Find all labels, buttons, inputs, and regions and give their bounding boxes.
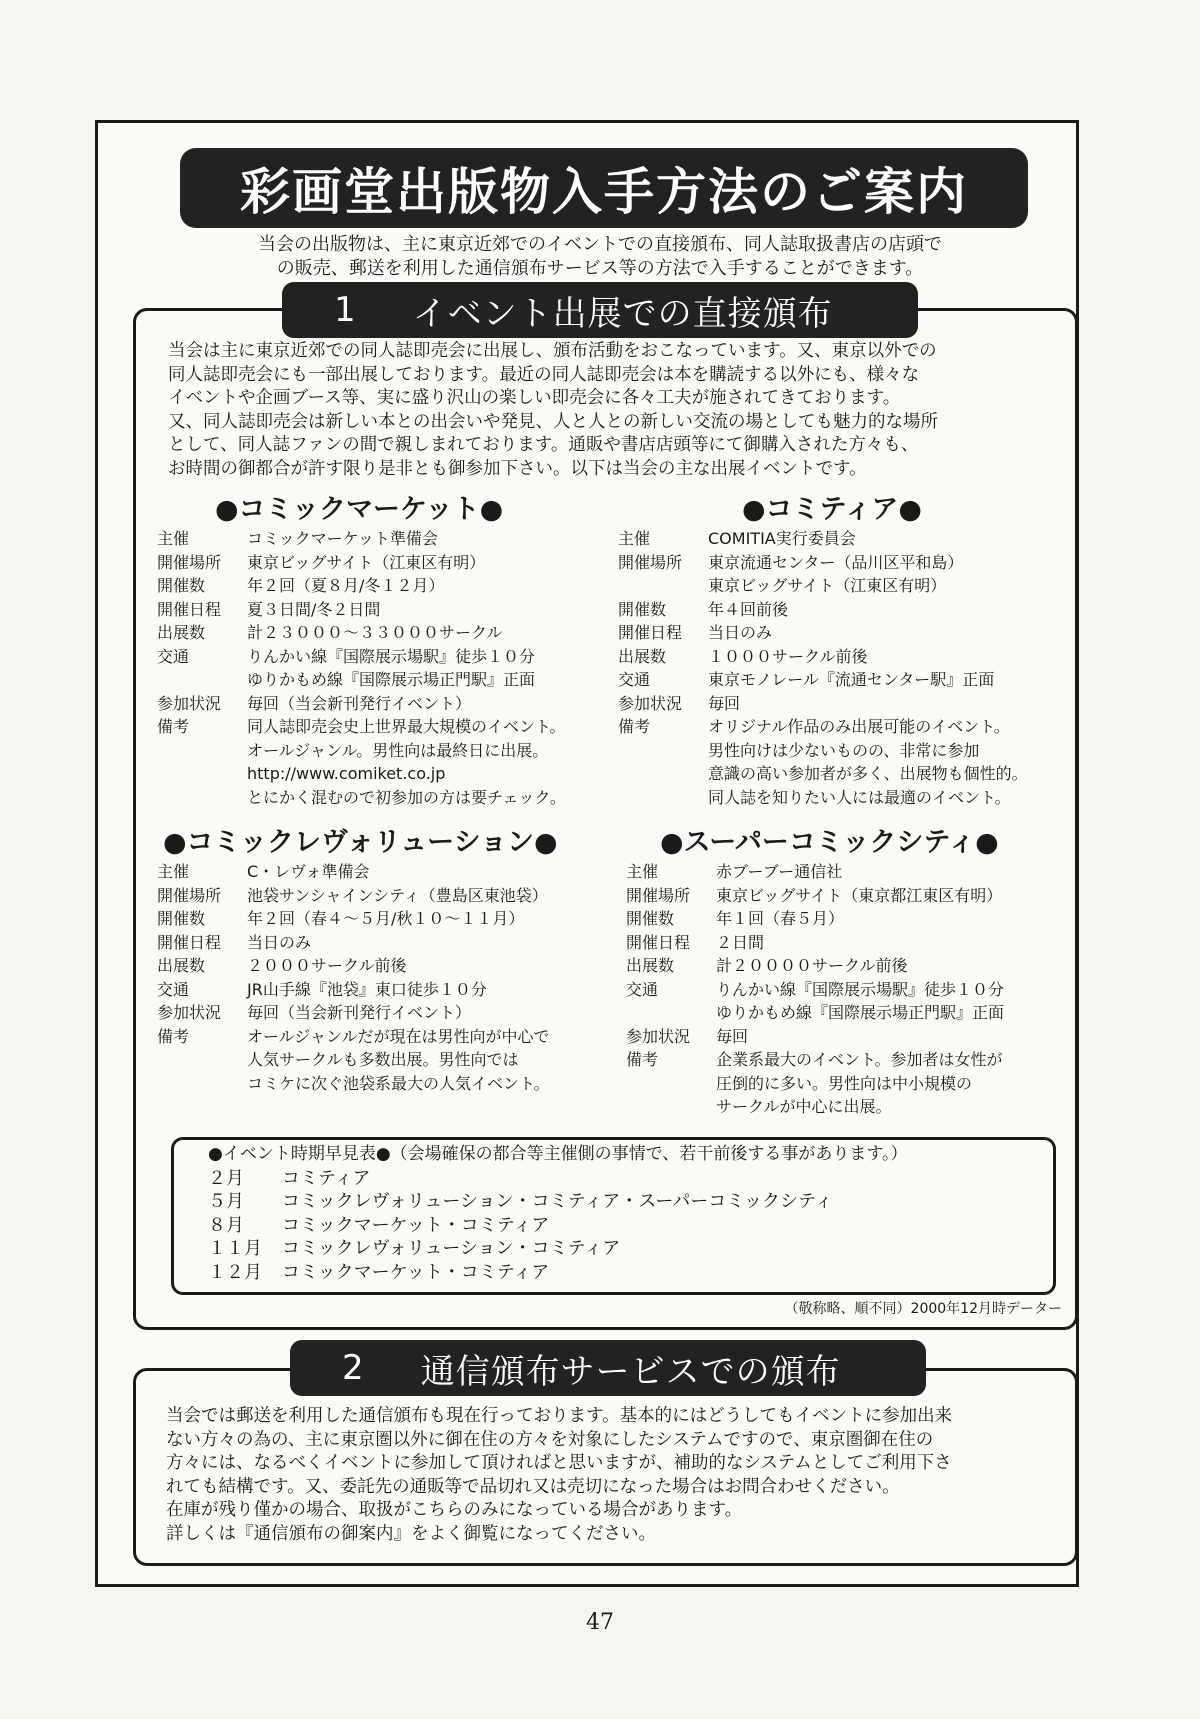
event-detail-value-line: オリジナル作品のみ出展可能のイベント。 [708, 717, 1010, 736]
event-detail-row [157, 574, 566, 598]
event-schedule-box [171, 1137, 1056, 1295]
event-detail-value [247, 551, 485, 575]
event-detail-key: 参加状況 [626, 1026, 691, 1046]
event-detail-row [157, 860, 550, 884]
event-detail-value-line: ２０００サークル前後 [247, 956, 407, 975]
event-detail-key: 開催日程 [626, 932, 691, 952]
schedule-events: コミックマーケット・コミティア [282, 1214, 550, 1236]
event-detail-value [708, 598, 788, 622]
paragraph-line: 同人誌即売会にも一部出展しております。最近の同人誌即売会は本を購読する以外にも、様々な [168, 364, 920, 385]
schedule-month: １２月 [208, 1261, 262, 1283]
paragraph-line: 詳しくは『通信頒布の御案内』をよく御覧になってください。 [166, 1523, 656, 1544]
event-detail-key: 開催場所 [626, 885, 691, 905]
event-detail-key: 交通 [626, 979, 659, 999]
event-detail-key: 開催場所 [618, 552, 683, 572]
event-detail-value-line: 計２００００サークル前後 [716, 956, 908, 975]
event-detail-key: 開催日程 [157, 932, 222, 952]
event-detail-row [618, 715, 1028, 809]
section1-title [282, 282, 918, 338]
event-detail-value-line: 意識の高い参加者が多く、出展物も個性的。 [708, 764, 1028, 783]
event-detail-value-line: 男性向けは少ないものの、非常に参加 [708, 740, 980, 760]
event-detail-row [626, 1048, 1004, 1119]
event-detail-value-line: JR山手線『池袋』東口徒歩１０分 [247, 979, 487, 999]
event-detail-value-line: とにかく混むので初参加の方は要チェック。 [247, 787, 566, 807]
event-detail-value-line: ゆりかもめ線『国際展示場正門駅』正面 [716, 1003, 1005, 1022]
event-detail-key: 交通 [618, 670, 651, 689]
event-detail-value-line: 毎回 [716, 1026, 749, 1046]
event-detail-row [157, 954, 550, 978]
event-detail-value [708, 527, 856, 551]
paragraph-line: 当会は主に東京近郊での同人誌即売会に出展し、頒布活動をおこなっています。又、東京以外での [168, 341, 937, 361]
event-detail-row [626, 884, 1004, 908]
section1-number: 1 [334, 290, 357, 330]
page-number: 47 [586, 1610, 614, 1635]
event-detail-value-line: りんかい線『国際展示場駅』徒歩１０分 [247, 646, 536, 666]
event-detail-row [626, 954, 1004, 978]
event-detail-key: 開催日程 [157, 599, 222, 619]
event-detail-value [247, 978, 487, 1002]
section2-paragraph [166, 1405, 1046, 1546]
event-detail-row [157, 715, 566, 809]
event-detail-value [708, 645, 868, 669]
event-detail-value-line: ２日間 [716, 932, 765, 952]
event-detail-row [618, 527, 1028, 551]
event-detail-key: 備考 [157, 717, 190, 736]
event-detail-key: 開催場所 [157, 552, 222, 572]
event-detail-value-line: 東京ビッグサイト（江東区有明） [247, 552, 486, 572]
event-detail-value-line: １０００サークル前後 [708, 646, 868, 666]
event-details-comic-revolution [157, 860, 550, 1095]
schedule-events: コミックレヴォリューション・コミティア [282, 1238, 621, 1259]
schedule-row [208, 1237, 1053, 1261]
schedule-events: コミティア [282, 1167, 371, 1189]
event-detail-value [247, 1025, 550, 1096]
event-detail-key: 主催 [157, 529, 190, 548]
event-detail-row [626, 931, 1004, 955]
event-detail-key: 開催数 [157, 576, 206, 595]
event-detail-value [247, 1001, 471, 1025]
event-detail-row [157, 551, 566, 575]
paragraph-line: 在庫が残り僅かの場合、取扱がこちらのみになっている場合があります。 [166, 1500, 743, 1520]
event-detail-row [157, 621, 566, 645]
event-detail-row [157, 907, 550, 931]
event-details-comiket [157, 527, 566, 809]
event-detail-row [626, 860, 1004, 884]
event-heading-super-comic-city: ●スーパーコミックシティ● [660, 827, 999, 858]
event-detail-row [618, 668, 1028, 692]
event-detail-row [618, 621, 1028, 645]
schedule-month: １１月 [208, 1238, 262, 1259]
event-detail-value-line: 夏３日間/冬２日間 [247, 599, 381, 619]
paragraph-line: として、同人誌ファンの間で親しまれております。通販や書店店頭等にて御購入された方々も、 [168, 435, 919, 455]
event-detail-value-line: コミケに次ぐ池袋系最大の人気イベント。 [247, 1073, 550, 1093]
event-detail-value [716, 884, 1002, 908]
event-detail-row [618, 551, 1028, 598]
event-detail-key: 交通 [157, 646, 190, 666]
section1-title-text: イベント出展での直接頒布 [412, 293, 833, 334]
event-detail-key: 主催 [157, 862, 190, 881]
event-detail-key: 出展数 [157, 623, 206, 642]
event-detail-row [626, 1025, 1004, 1049]
event-detail-key: 主催 [626, 862, 659, 881]
event-detail-value-line: 当日のみ [247, 932, 312, 952]
paragraph-line: れても結構です。又、委託先の通販等で品切れ又は売切になった場合はお問合わせください。 [166, 1476, 900, 1497]
event-detail-value [247, 715, 566, 809]
event-detail-value [716, 1048, 1003, 1119]
event-detail-value [716, 954, 908, 978]
schedule-events: コミックマーケット・コミティア [282, 1261, 550, 1283]
event-detail-value [247, 931, 311, 955]
event-detail-value-line: 東京流通センター（品川区平和島） [708, 552, 964, 572]
event-detail-row [157, 1025, 550, 1096]
section2-title-text: 通信頒布サービスでの頒布 [420, 1351, 841, 1392]
event-detail-value [716, 907, 844, 931]
event-detail-key: 備考 [157, 1026, 190, 1046]
paragraph-line: 又、同人誌即売会は新しい本との出会いや発見、人と人との新しい交流の場としても魅力的な場所 [168, 411, 938, 432]
event-heading-comitia: ●コミティア● [742, 494, 922, 525]
event-detail-key: 主催 [618, 529, 651, 548]
event-detail-value [247, 621, 503, 645]
event-detail-value [708, 551, 963, 598]
event-detail-key: 開催場所 [157, 885, 222, 905]
schedule-row [208, 1190, 1053, 1214]
event-detail-value-line: 企業系最大のイベント。参加者は女性が [716, 1050, 1003, 1069]
event-detail-key: 参加状況 [157, 693, 222, 713]
event-detail-value-line: りんかい線『国際展示場駅』徒歩１０分 [716, 979, 1005, 999]
event-detail-row [157, 527, 566, 551]
section2-title [290, 1340, 926, 1396]
event-detail-value [247, 574, 444, 598]
event-detail-row [626, 978, 1004, 1025]
event-detail-key: 開催日程 [618, 623, 683, 642]
schedule-note: （敬称略、順不同）2000年12月時データー [784, 1301, 1062, 1317]
event-detail-value [247, 884, 548, 908]
page-title: 彩画堂出版物入手方法のご案内 [180, 148, 1028, 228]
event-detail-value [708, 621, 772, 645]
event-detail-value [716, 931, 764, 955]
intro-line: の販売、郵送を利用した通信頒布サービス等の方法で入手することができます。 [276, 258, 924, 279]
event-detail-key: 交通 [157, 979, 190, 999]
event-detail-value [247, 907, 524, 931]
event-detail-key: 出展数 [626, 956, 675, 975]
paragraph-line: イベントや企画ブース等、実に盛り沢山の楽しい即売会に各々工夫が施されてきております。 [168, 388, 901, 408]
event-detail-key: 開催数 [618, 599, 667, 619]
event-detail-value [716, 860, 842, 884]
event-detail-row [157, 692, 566, 716]
event-detail-value-line: 計２３０００～３３０００サークル [247, 623, 503, 642]
paragraph-line: ない方々の為の、主に東京圏以外に御在住の方々を対象にしたシステムですので、東京圏御在住の [166, 1429, 934, 1450]
event-detail-row [157, 931, 550, 955]
event-detail-row [157, 645, 566, 692]
event-detail-value-line: 毎回（当会新刊発行イベント） [247, 693, 472, 713]
event-detail-key: 出展数 [157, 956, 206, 975]
event-detail-value [708, 715, 1028, 809]
event-detail-value-line: ゆりかもめ線『国際展示場正門駅』正面 [247, 670, 536, 689]
event-detail-row [618, 598, 1028, 622]
event-detail-value-line: 東京ビッグサイト（江東区有明） [708, 576, 947, 595]
paragraph-line: 当会では郵送を利用した通信頒布も現在行っております。基本的にはどうしてもイベントに参加出来 [166, 1406, 953, 1426]
event-detail-value-line: 東京ビッグサイト（東京都江東区有明） [716, 885, 1003, 905]
event-detail-value-line: 人気サークルも多数出展。男性向では [247, 1050, 519, 1069]
event-detail-value [708, 692, 740, 716]
event-detail-value-line: 東京モノレール『流通センター駅』正面 [708, 670, 995, 689]
event-detail-value-line: 毎回 [708, 693, 741, 713]
event-detail-value [247, 954, 407, 978]
event-detail-value-line: 圧倒的に多い。男性向は中小規模の [716, 1073, 973, 1093]
event-detail-key: 参加状況 [157, 1003, 222, 1022]
event-detail-value-line: コミックマーケット準備会 [247, 529, 438, 548]
event-heading-comiket: ●コミックマーケット● [215, 494, 504, 525]
event-detail-value-line: C・レヴォ準備会 [247, 862, 370, 881]
event-detail-value-line: オールジャンル。男性向は最終日に出展。 [247, 740, 549, 760]
section1-paragraph [168, 340, 1048, 481]
section2-number: 2 [342, 1348, 365, 1388]
event-detail-value-line: COMITIA実行委員会 [708, 529, 856, 548]
paragraph-line: お時間の御都合が許す限り是非とも御参加下さい。以下は当会の主な出展イベントです。 [168, 458, 867, 479]
schedule-row [208, 1261, 1053, 1285]
event-detail-value-line: 年１回（春５月） [716, 909, 845, 928]
intro-line: 当会の出版物は、主に東京近郊でのイベントでの直接頒布、同人誌取扱書店の店頭で [258, 234, 942, 255]
schedule-month: ５月 [208, 1191, 244, 1212]
event-detail-value-line: http://www.comiket.co.jp [247, 764, 446, 783]
event-detail-value [247, 527, 438, 551]
event-detail-key: 開催数 [157, 909, 206, 928]
schedule-month: ８月 [208, 1214, 244, 1236]
event-detail-key: 参加状況 [618, 693, 683, 713]
event-detail-value-line: 毎回（当会新刊発行イベント） [247, 1003, 472, 1022]
event-detail-value [708, 668, 994, 692]
event-detail-key: 出展数 [618, 646, 667, 666]
event-detail-row [157, 598, 566, 622]
event-detail-value-line: 赤ブーブー通信社 [716, 862, 843, 881]
schedule-row [208, 1214, 1053, 1238]
event-details-comitia [618, 527, 1028, 809]
event-detail-key: 備考 [618, 717, 651, 736]
event-details-super-comic-city [626, 860, 1004, 1119]
event-detail-value-line: 同人誌即売会史上世界最大規模のイベント。 [247, 717, 566, 736]
event-detail-value-line: 同人誌を知りたい人には最適のイベント。 [708, 787, 1011, 807]
event-detail-value [716, 1025, 748, 1049]
intro-text [160, 233, 1040, 281]
event-detail-value [247, 692, 471, 716]
schedule-month: ２月 [208, 1167, 244, 1189]
event-detail-key: 開催数 [626, 909, 675, 928]
event-detail-value [247, 860, 370, 884]
event-detail-row [618, 692, 1028, 716]
event-detail-value [716, 978, 1004, 1025]
event-detail-key: 備考 [626, 1050, 659, 1069]
event-detail-value-line: サークルが中心に出展。 [716, 1097, 892, 1116]
event-detail-row [157, 1001, 550, 1025]
event-detail-value-line: 年４回前後 [708, 599, 789, 619]
event-detail-row [618, 645, 1028, 669]
event-detail-row [626, 907, 1004, 931]
event-detail-value-line: 池袋サンシャインシティ（豊島区東池袋） [247, 885, 548, 905]
event-detail-value-line: 年２回（春４～５月/秋１０～１１月） [247, 909, 525, 928]
event-detail-value-line: 年２回（夏８月/冬１２月） [247, 576, 445, 595]
event-heading-comic-revolution: ●コミックレヴォリューション● [163, 827, 558, 858]
schedule-heading: ●イベント時期早見表●（会場確保の都合等主催側の事情で、若干前後する事があります。） [208, 1144, 908, 1164]
schedule-row [208, 1167, 1053, 1191]
event-detail-value-line: オールジャンルだが現在は男性向が中心で [247, 1026, 550, 1046]
event-detail-value-line: 当日のみ [708, 623, 773, 642]
paragraph-line: 方々には、なるべくイベントに参加して頂ければと思いますが、補助的なシステムとしてご利用下さ [166, 1453, 952, 1473]
event-detail-row [157, 884, 550, 908]
schedule-events: コミックレヴォリューション・コミティア・スーパーコミックシティ [282, 1191, 833, 1212]
event-detail-value [247, 645, 535, 692]
event-detail-row [157, 978, 550, 1002]
event-detail-value [247, 598, 380, 622]
